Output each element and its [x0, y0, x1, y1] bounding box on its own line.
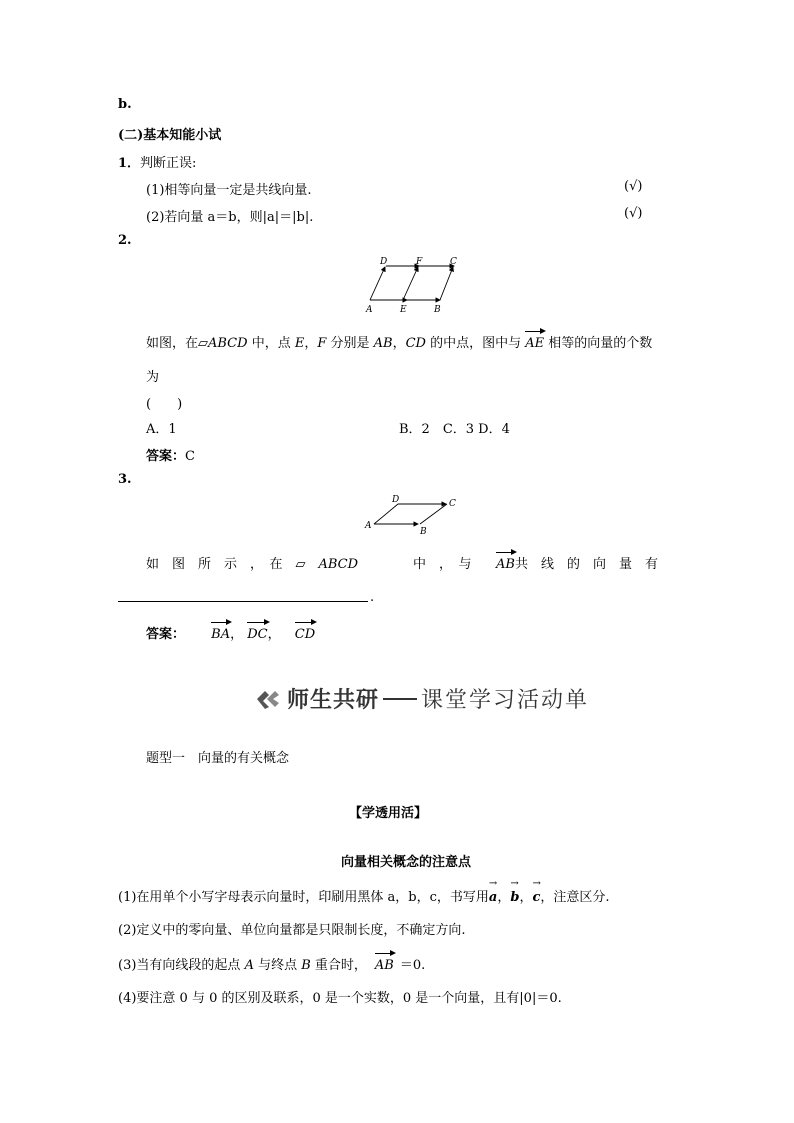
vector-cd: CD [294, 627, 316, 642]
note-2: (2)定义中的零向量、单位向量都是只限制长度，不确定方向. [118, 923, 466, 938]
note-3: (3)当有向线段的起点 A 与终点 B 重合时， AB ＝0. [118, 958, 426, 973]
q3-stem-part1: 如 图 所 示 ， 在 ▱ ABCD [146, 557, 359, 572]
note-1: (1)在用单个小写字母表示向量时，印刷用黑体 a，b，c，书写用a →，b →，c →，注意区分. [118, 886, 610, 905]
vector-b: b → [510, 890, 519, 905]
label-c: C [449, 499, 456, 509]
q2-stem: 如图，在▱ABCD 中，点 E，F 分别是 AB，CD 的中点，图中与 AE 相等的向量的个数 [146, 336, 653, 351]
side-bc [420, 504, 447, 524]
q3-number: 3. [118, 472, 132, 487]
q1-number: 1． [118, 156, 141, 171]
banner-title: 师生共研 [287, 688, 380, 713]
label-a: A [366, 305, 373, 315]
vector-ba: BA [211, 627, 231, 642]
q2-answer-paren: ( ) [146, 397, 183, 412]
q2-options-bcd: B．2 C．3 D．4 [399, 422, 510, 437]
q2-option-a: A．1 [146, 422, 177, 437]
top-fragment: b. [118, 97, 132, 112]
q2-parallelogram-figure [358, 254, 468, 316]
q1-item-2-mark: (√) [624, 206, 643, 221]
label-b: B [434, 305, 441, 315]
vector-dc: DC [247, 627, 268, 642]
vec-ef [403, 267, 418, 300]
q1-item-2: (2)若向量 a＝b，则|a|＝|b|. [146, 210, 314, 225]
q3-parallelogram-figure [362, 492, 462, 536]
label-d: D [380, 257, 388, 267]
label-b: B [420, 527, 427, 536]
section-basic-heading: (二)基本知能小试 [118, 128, 222, 143]
label-a: A [365, 521, 372, 531]
q3-stem-part3: AB共 线 的 向 量 有 [496, 557, 658, 572]
vector-c: c → [532, 890, 540, 905]
q3-answer: 答案： BA， DC， CD [146, 627, 316, 642]
vector-a: a → [489, 890, 497, 905]
vector-ae: AE [525, 336, 545, 351]
q1-item-1-mark: (√) [624, 179, 643, 194]
side-ad [374, 504, 398, 524]
q3-stem-part2: 中 ， 与 [413, 557, 472, 572]
label-f: F [416, 257, 423, 267]
label-d: D [392, 495, 400, 505]
banner-dash [383, 698, 417, 700]
notes-title: 向量相关概念的注意点 [341, 855, 472, 870]
q1-title: 判断正误: [140, 156, 197, 171]
note-4: (4)要注意 0 与 0 的区别及联系，0 是一个实数，0 是一个向量，且有|0|＝0. [118, 991, 562, 1006]
type1-heading: 题型一 向量的有关概念 [146, 751, 290, 766]
banner-logo-icon [255, 689, 281, 709]
vector-ab-note: AB [374, 958, 394, 973]
label-c: C [450, 257, 457, 267]
q3-blank-period: . [370, 590, 375, 605]
label-e: E [400, 305, 407, 315]
q1-item-1: (1)相等向量一定是共线向量. [146, 183, 312, 198]
vector-ab: AB [496, 557, 515, 572]
vec-bc [440, 267, 453, 300]
q2-number: 2. [118, 233, 132, 248]
learn-title: 【学透用活】 [349, 806, 428, 821]
q2-stem-line2: 为 [146, 370, 160, 385]
q3-answer-blank [118, 601, 368, 602]
banner-subtitle: 课堂学习活动单 [421, 688, 590, 713]
section-banner [255, 683, 589, 714]
q2-answer: 答案：C [146, 449, 195, 464]
vec-ad [370, 267, 385, 300]
